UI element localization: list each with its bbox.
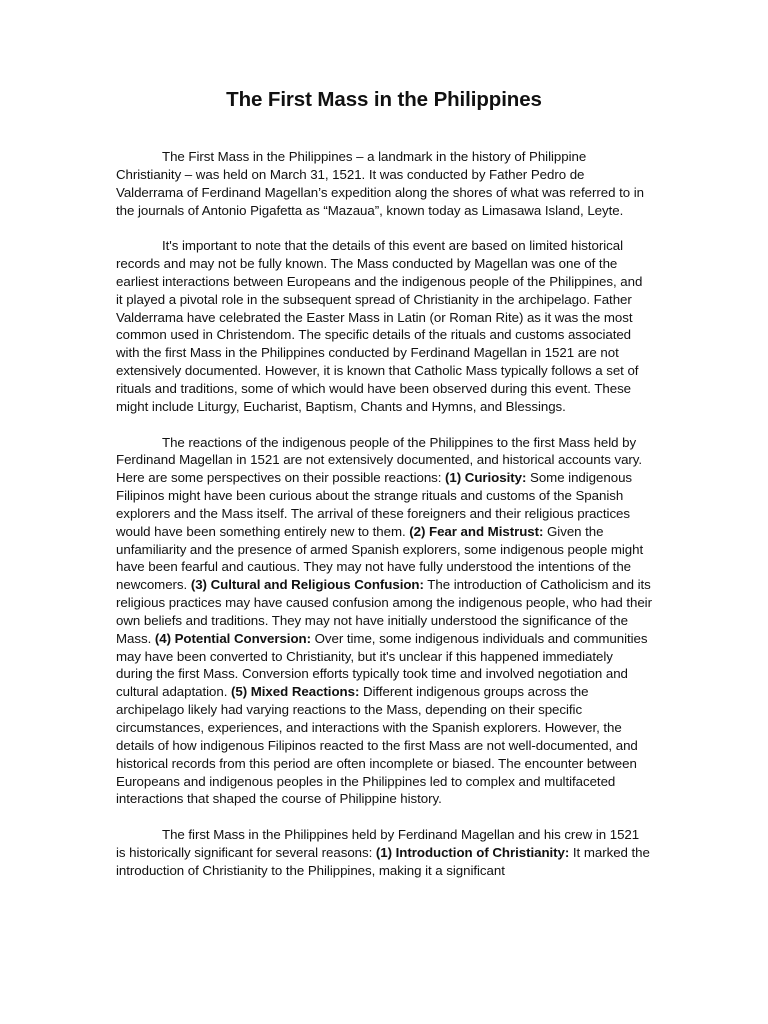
document-body bbox=[116, 148, 652, 897]
reaction-text-confusion: The introduction of Catholicism and its religious practices may have caused confusion among the indigenous people, who had their own beliefs and traditions. They may not have initially understood the significance of the Mass. bbox=[116, 577, 652, 646]
reaction-heading-curiosity: (1) Curiosity: bbox=[445, 470, 527, 486]
significance-heading-christianity: (1) Introduction of Christianity: bbox=[375, 844, 570, 860]
reaction-heading-fear: (2) Fear and Mistrust: bbox=[409, 523, 544, 539]
reaction-text-fear: Given the unfamiliarity and the presence of armed Spanish explorers, some indigenous people might have been fearful and cautious. They may not have fully understood the intentions of the newcomers. bbox=[116, 523, 644, 593]
page-title: The First Mass in the Philippines bbox=[226, 88, 542, 111]
paragraph-3-intro: The reactions of the indigenous people of the Philippines to the first Mass held by Ferdinand Magellan in 1521 are not extensively documented, and historical accounts vary. Here are some perspectives on their possible reactions: bbox=[116, 434, 643, 486]
paragraph-1: The First Mass in the Philippines – a landmark in the history of Philippine Christianity – was held on March 31, 1521. It was conducted by Father Pedro de Valderrama of Ferdinand Magellan’s expedition along the shores of what was referred to in the journals of Antonio Pigafetta as “Mazaua”, known today as Limasawa Island, Leyte. bbox=[116, 149, 644, 218]
reaction-heading-conversion: (4) Potential Conversion: bbox=[154, 630, 311, 646]
paragraph-4 bbox=[116, 826, 652, 880]
reaction-heading-mixed: (5) Mixed Reactions: bbox=[231, 684, 360, 700]
reaction-text-conversion: Over time, some indigenous individuals and communities may have been converted to Christianity, but it's unclear if this happened immediately during the first Mass. Conversion efforts typically took time and involved negotiation and cultural adaptation. bbox=[116, 630, 648, 700]
paragraph-3 bbox=[116, 434, 652, 809]
paragraph-4-intro: The first Mass in the Philippines held by Ferdinand Magellan and his crew in 1521 is historically significant for several reasons: bbox=[116, 827, 640, 860]
reaction-text-curiosity: Some indigenous Filipinos might have been curious about the strange rituals and customs of the Spanish explorers and the Mass itself. The arrival of these foreigners and their religious practices would have been something entirely new to them. bbox=[116, 470, 633, 539]
reaction-text-mixed: Different indigenous groups across the archipelago likely had varying reactions to the Mass, depending on their specific circumstances, experiences, and interactions with the Spanish explorers. However, the details of how indigenous Filipinos reacted to the first Mass are not well-documented, and historical records from this period are often incomplete or biased. The encounter between Europeans and indigenous peoples in the Philippines led to complex and multifaceted interactions that shaped the course of Philippine history. bbox=[116, 684, 638, 807]
significance-text-christianity: It marked the introduction of Christianity to the Philippines, making it a significant bbox=[116, 844, 650, 878]
reaction-heading-confusion: (3) Cultural and Religious Confusion: bbox=[190, 577, 424, 593]
paragraph-2: It's important to note that the details of this event are based on limited historical records and may not be fully known. The Mass conducted by Magellan was one of the earliest interactions between Europeans and the indigenous people of the Philippines, and it played a pivotal role in the subsequent spread of Christianity in the archipelago. Father Valderrama have celebrated the Easter Mass in Latin (or Roman Rite) as it was the most common used in Christendom. The specific details of the rituals and customs associated with the first Mass in the Philippines conducted by Ferdinand Magellan in 1521 are not extensively documented. However, it is known that Catholic Mass typically follows a set of rituals and traditions, some of which would have been observed during this event. These might include Liturgy, Eucharist, Baptism, Chants and Hymns, and Blessings. bbox=[116, 238, 643, 414]
